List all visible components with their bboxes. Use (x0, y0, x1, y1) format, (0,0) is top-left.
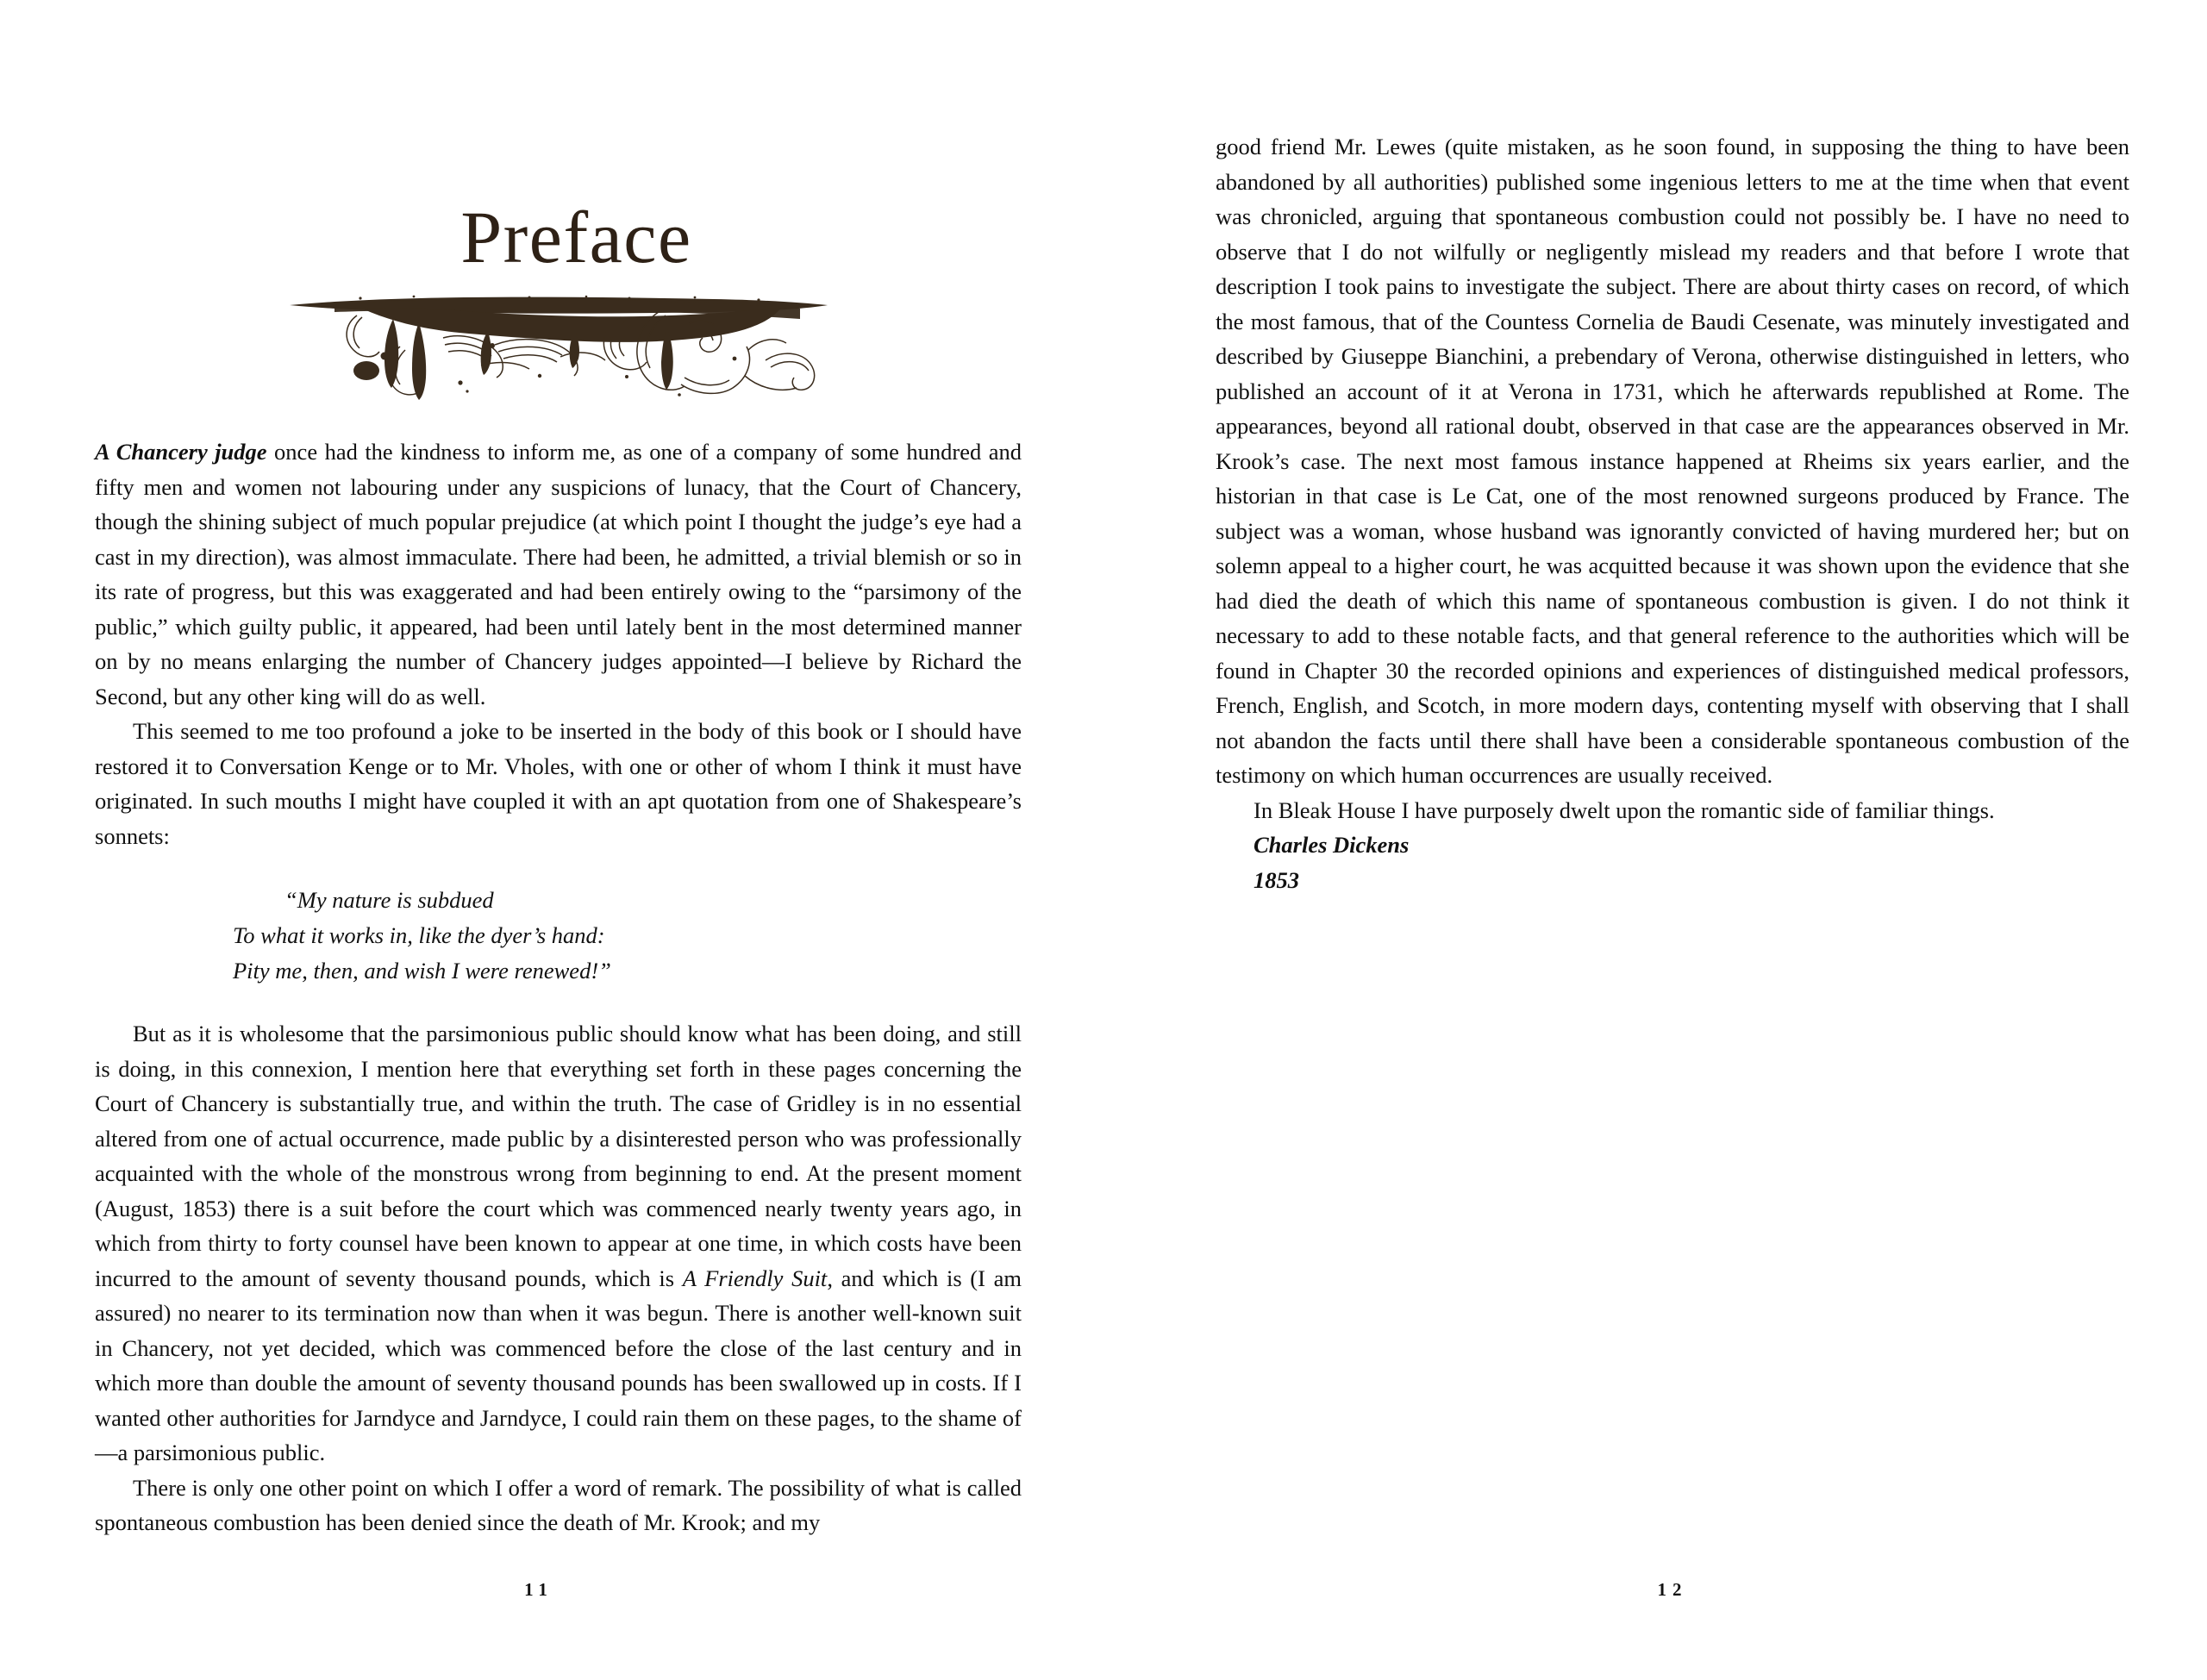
italic-case-title: A Friendly Suit (682, 1265, 828, 1291)
ink-splatter-flourish-ornament (283, 293, 835, 403)
verse-line-3: Pity me, then, and wish I were renewed!” (233, 958, 611, 984)
paragraph-opening-text: once had the kindness to inform me, as one of a company of some hundred and fifty men and women not labouring under any suspicions of lunacy, that the Court of Chancery, though the shining subject of much popular prejudice (at which point I thought the judge’s eye had a cast in my direction), was almost immaculate. There had been, he admitted, a trivial blemish or so in its rate of progress, but this was exaggerated and had been entirely owing to the “parsimony of the public,” which guilty public, it appeared, had been until lately bent in the most determined manner on by no means enlarging the number of Chancery judges appointed—I believe by Richard the Second, but any other king will do as well. (95, 439, 1022, 709)
paragraph-combustion-start: There is only one other point on which I offer a word of remark. The possibility of what is called spontaneous combustion has been denied since the death of Mr. Krook; and my (95, 1474, 1022, 1535)
right-page (1104, 0, 2207, 1680)
signature-year: 1853 (1254, 866, 1299, 893)
verse-line-1: “My nature is subdued (284, 887, 494, 913)
lead-in-phrase: A Chancery judge (95, 439, 267, 465)
paragraph-wholesome (95, 1016, 1022, 1471)
folio-right: 12 (1657, 1579, 1688, 1600)
paragraph-wholesome-part1: But as it is wholesome that the parsimonious public should know what has been doing, and still is doing, in this connexion, I mention here that everything set forth in these pages concerning the Court of Chancery is substantially true, and within the truth. The case of Gridley is in no essential altered from one of actual occurrence, made public by a disinterested person who was professionally acquainted with the whole of the monstrous wrong from beginning to end. At the present moment (August, 1853) there is a suit before the court which was commenced nearly twenty years ago, in which from thirty to forty counsel have been known to appear at one time, in which costs have been incurred to the amount of seventy thousand pounds, which is (95, 1021, 1022, 1291)
sonnet-quotation (95, 883, 1022, 989)
folio-left: 11 (524, 1579, 553, 1600)
page-title: Preface (460, 196, 692, 278)
title-block (95, 0, 1022, 403)
paragraph-bleak-house: In Bleak House I have purposely dwelt upon the romantic side of familiar things. (1254, 796, 1995, 823)
right-page-body (1216, 129, 2129, 897)
paragraph-combustion-continued: good friend Mr. Lewes (quite mistaken, as he soon found, in supposing the thing to have been abandoned by all authorities) published some ingenious letters to me at the time when that event was chronicled, arguing that spontaneous combustion could not possibly be. I have no need to observe that I do not wilfully or negligently mislead my readers and that before I wrote that description I took pains to investigate the subject. There are about thirty cases on record, of which the most famous, that of the Countess Cornelia de Baudi Cesenate, was minutely investigated and described by Giuseppe Bianchini, a prebendary of Verona, otherwise distinguished in letters, who published an account of it at Verona in 1731, which he afterwards republished at Rome. The appearances, beyond all rational doubt, observed in that case are the appearances observed in Mr. Krook’s case. The next most famous instance happened at Rheims six years earlier, and the historian in that case is Le Cat, one of the most renowned surgeons produced by France. The subject was a woman, whose husband was ignorantly convicted of having murdered her; but on solemn appeal to a higher court, he was acquitted because it was shown upon the evidence that she had died the death of which this name of spontaneous combustion is given. I do not think it necessary to add to these notable facts, and that general reference to the authorities which will be found in Chapter 30 the recorded opinions and experiences of distinguished medical professors, French, English, and Scotch, in more modern days, contenting myself with observing that I shall not abandon the facts until there shall have been a considerable spontaneous combustion of the testimony on which human occurrences are usually received. (1216, 134, 2129, 788)
verse-line-2: To what it works in, like the dyer’s hand: (233, 922, 605, 948)
paragraph-wholesome-part2: , and which is (I am assured) no nearer to its termination now than when it was begun. There is another well-known suit in Chancery, not yet decided, which was commenced before the close of the last century and in which more than double the amount of seventy thousand pounds has been swallowed up in costs. If I wanted other authorities for Jarndyce and Jarndyce, I could rain them on these pages, to the shame of—a parsimonious public. (95, 1265, 1022, 1465)
paragraph-joke: This seemed to me too profound a joke to be inserted in the body of this book or I should have restored it to Conversation Kenge or to Mr. Vholes, with one or other of whom I think it must have originated. In such mouths I might have coupled it with an apt quotation from one of Shakespeare’s sonnets: (95, 718, 1022, 849)
left-page-body (95, 434, 1022, 1540)
signature-author: Charles Dickens (1254, 832, 1410, 858)
paragraph-opening (95, 434, 1022, 714)
